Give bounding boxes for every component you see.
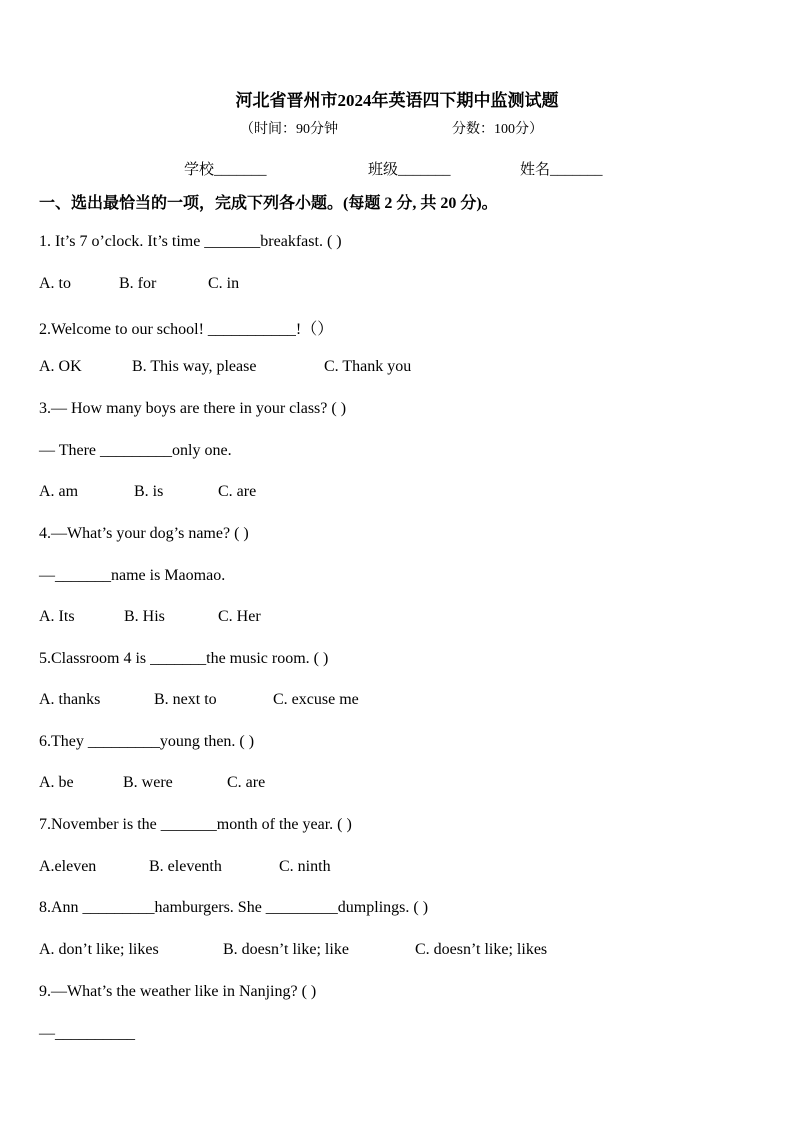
question-4-answer-line: —_______name is Maomao. xyxy=(39,567,226,584)
question-8: 8.Ann _________hamburgers. She _________dumplings. ( ) xyxy=(39,899,429,916)
exam-title: 河北省晋州市2024年英语四下期中监测试题 xyxy=(235,91,559,110)
question-4: 4.—What’s your dog’s name? ( ) xyxy=(39,525,249,542)
question-6: 6.They _________young then. ( ) xyxy=(39,733,255,750)
q4-option-a[interactable]: A. Its xyxy=(39,608,75,625)
q7-option-c[interactable]: C. ninth xyxy=(279,858,331,875)
q1-option-c[interactable]: C. in xyxy=(208,275,240,292)
q6-option-b[interactable]: B. were xyxy=(123,774,173,791)
class-field[interactable]: 班级_______ xyxy=(368,162,451,178)
q1-option-a[interactable]: A. to xyxy=(39,275,71,292)
q8-option-b[interactable]: B. doesn’t like; like xyxy=(223,941,349,958)
question-3: 3.— How many boys are there in your class? ( ) xyxy=(39,400,347,417)
section-heading: 一、选出最恰当的一项，完成下列各小题。(每题 2 分, 共 20 分)。 xyxy=(39,195,498,212)
q2-option-c[interactable]: C. Thank you xyxy=(324,358,412,375)
exam-time: （时间：90分钟 xyxy=(240,122,338,137)
q2-option-b[interactable]: B. This way, please xyxy=(132,358,257,375)
q3-option-b[interactable]: B. is xyxy=(134,483,164,500)
q4-option-b[interactable]: B. His xyxy=(124,608,165,625)
q7-option-a[interactable]: A.eleven xyxy=(39,858,97,875)
question-5: 5.Classroom 4 is _______the music room. ( ) xyxy=(39,650,329,667)
question-2: 2.Welcome to our school! ___________!（） xyxy=(39,321,334,338)
exam-score: 分数：100分） xyxy=(452,122,543,137)
q5-option-b[interactable]: B. next to xyxy=(154,691,217,708)
q5-option-c[interactable]: C. excuse me xyxy=(273,691,359,708)
q5-option-a[interactable]: A. thanks xyxy=(39,691,101,708)
question-1: 1. It’s 7 o’clock. It’s time _______breakfast. ( ) xyxy=(39,233,342,250)
question-9-answer-line: —__________ xyxy=(39,1025,135,1042)
question-3-answer-line: — There _________only one. xyxy=(39,442,232,459)
q6-option-c[interactable]: C. are xyxy=(227,774,266,791)
q3-option-a[interactable]: A. am xyxy=(39,483,79,500)
name-field[interactable]: 姓名_______ xyxy=(520,162,603,178)
q4-option-c[interactable]: C. Her xyxy=(218,608,261,625)
q3-option-c[interactable]: C. are xyxy=(218,483,257,500)
q8-option-a[interactable]: A. don’t like; likes xyxy=(39,941,159,958)
question-7: 7.November is the _______month of the year. ( ) xyxy=(39,816,352,833)
question-9: 9.—What’s the weather like in Nanjing? ( ) xyxy=(39,983,317,1000)
q2-option-a[interactable]: A. OK xyxy=(39,358,82,375)
school-field[interactable]: 学校_______ xyxy=(184,162,267,178)
q7-option-b[interactable]: B. eleventh xyxy=(149,858,222,875)
q1-option-b[interactable]: B. for xyxy=(119,275,157,292)
q6-option-a[interactable]: A. be xyxy=(39,774,74,791)
q8-option-c[interactable]: C. doesn’t like; likes xyxy=(415,941,548,958)
